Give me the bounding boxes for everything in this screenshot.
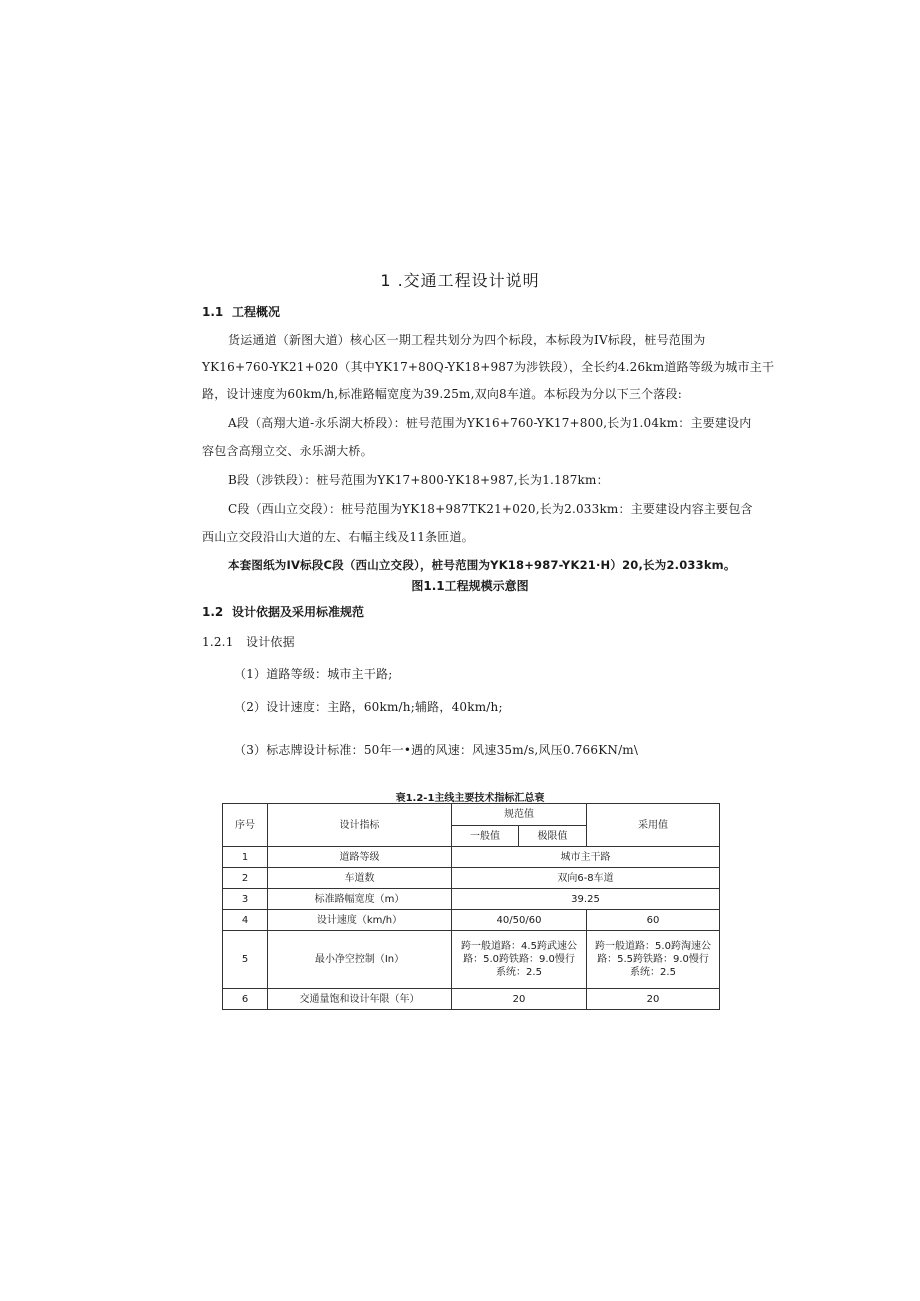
table-row <box>223 889 720 910</box>
cell-line: 跨一般道路：5.0跨淘速公 <box>595 941 711 952</box>
list-item: （1）道路等级：城市主干路; <box>234 667 393 681</box>
paragraph-line: 路，设计速度为60km/h,标准路幅宽度为39.25m,双向8车道。本标段为分以下三个落段: <box>202 387 682 401</box>
header-limit: 极限值 <box>519 826 587 847</box>
cell-no: 6 <box>223 989 268 1010</box>
section-number: 1.2 <box>202 605 224 619</box>
table-header-row <box>223 804 720 826</box>
section-number: 1.1 <box>202 305 224 319</box>
cell-indicator: 设计速度（km/h） <box>268 910 452 931</box>
scope-statement: 本套图纸为IV标段C段（西山立交段），桩号范围为YK18+987-YK21·H）20,长为2.033km。 <box>228 558 736 572</box>
cell-indicator: 标准路幅宽度（m） <box>268 889 452 910</box>
cell-spec <box>452 931 587 989</box>
table-row <box>223 868 720 889</box>
cell-spec: 20 <box>452 989 587 1010</box>
section-title: 工程概况 <box>232 305 281 319</box>
cell-no: 3 <box>223 889 268 910</box>
cell-indicator: 交通量饱和设计年限（年） <box>268 989 452 1010</box>
table-row <box>223 989 720 1010</box>
section-heading-1-2 <box>202 603 364 620</box>
cell-indicator: 最小净空控制（In） <box>268 931 452 989</box>
section-title: 设计依据及采用标准规范 <box>232 605 365 619</box>
paragraph-line: 容包含高翔立交、永乐湖大桥。 <box>202 444 373 458</box>
page-title: 1 .交通工程设计说明 <box>380 271 540 290</box>
header-general: 一般值 <box>452 826 519 847</box>
table-row <box>223 910 720 931</box>
subsection-heading-1-2-1 <box>202 633 295 650</box>
cell-adopted <box>587 931 720 989</box>
header-no: 序号 <box>223 804 268 847</box>
cell-spec: 40/50/60 <box>452 910 587 931</box>
cell-line: 跨一般道路：4.5跨武速公 <box>461 941 577 952</box>
cell-indicator: 道路等级 <box>268 847 452 868</box>
paragraph-line: 货运通道（新图大道）核心区一期工程共划分为四个标段，本标段为IV标段，桩号范围为 <box>228 333 706 347</box>
cell-line: 系统：2.5 <box>496 967 542 978</box>
header-adopted: 采用值 <box>587 804 720 847</box>
cell-no: 5 <box>223 931 268 989</box>
paragraph-line: 西山立交段沿山大道的左、右幅主线及11条匝道。 <box>202 530 474 544</box>
cell-spec: 城市主干路 <box>452 847 720 868</box>
paragraph-line: C段（西山立交段）：桩号范围为YK18+987TK21+020,长为2.033km：主要建设内容主要包含 <box>228 502 753 516</box>
paragraph-line: B段（涉铁段）：桩号范围为YK17+800-YK18+987,长为1.187km： <box>228 473 609 487</box>
header-spec: 规范值 <box>452 804 587 826</box>
table-row <box>223 931 720 989</box>
section-heading-1-1 <box>202 303 280 320</box>
cell-indicator: 车道数 <box>268 868 452 889</box>
cell-no: 4 <box>223 910 268 931</box>
paragraph-line: A段（高翔大道-永乐湖大桥段）：桩号范围为YK16+760-YK17+800,长为1.04km：主要建设内 <box>228 416 752 430</box>
spec-table <box>222 803 720 1010</box>
cell-spec: 双向6-8车道 <box>452 868 720 889</box>
header-indicator: 设计指标 <box>268 804 452 847</box>
cell-spec: 39.25 <box>452 889 720 910</box>
cell-adopted: 20 <box>587 989 720 1010</box>
list-item: （2）设计速度：主路，60km/h;辅路，40km/h; <box>234 700 503 714</box>
paragraph-line: YK16+760-YK21+020（其中YK17+80Q-YK18+987为涉铁段），全长约4.26km道路等级为城市主干 <box>202 360 775 374</box>
cell-line: 路：5.5跨铁路：9.0慢行 <box>597 954 709 965</box>
table-caption: 衰1.2-1主线主要技术指标汇总衰 <box>395 793 545 804</box>
figure-caption: 图1.1工程规模示意图 <box>411 579 529 593</box>
cell-no: 2 <box>223 868 268 889</box>
cell-adopted: 60 <box>587 910 720 931</box>
subsection-title: 设计依据 <box>246 635 295 649</box>
cell-no: 1 <box>223 847 268 868</box>
cell-line: 系统：2.5 <box>630 967 676 978</box>
table-row <box>223 847 720 868</box>
subsection-number: 1.2.1 <box>202 635 234 649</box>
list-item: （3）标志牌设计标准：50年一•遇的风速：风速35m/s,风压0.766KN/m\ <box>234 743 639 757</box>
cell-line: 路：5.0跨铁路：9.0慢行 <box>463 954 575 965</box>
